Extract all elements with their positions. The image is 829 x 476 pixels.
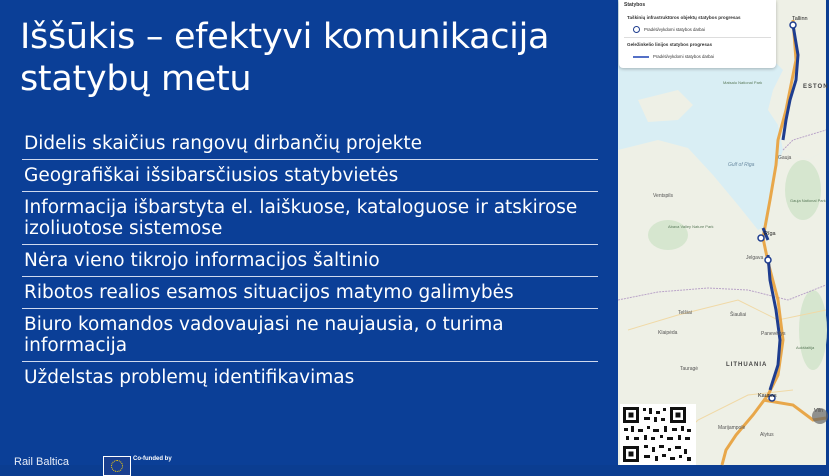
map-label-park: Abava Valley Nature Park — [668, 224, 714, 229]
map-label-klaipeda: Klaipėda — [658, 330, 678, 336]
map-label-alytus: Alytus — [760, 432, 774, 438]
map[interactable] — [618, 0, 829, 465]
footer — [0, 448, 618, 468]
legend-divider — [624, 37, 771, 38]
map-label-park: Matsalu National Park — [723, 80, 763, 85]
legend-item-line — [633, 54, 714, 59]
cofunded-label: Co-funded by — [133, 456, 172, 462]
forest-area — [785, 160, 821, 220]
map-label-taurage: Tauragė — [680, 366, 699, 372]
legend-title: Statybos — [624, 2, 646, 8]
forest-area — [799, 290, 827, 370]
map-label-lithuania: LITHUANIA — [726, 362, 768, 368]
legend-section-points: Taškinių infrastruktūros objektų statybos progresas — [627, 15, 741, 20]
station-marker — [790, 22, 796, 28]
line-icon — [633, 56, 649, 58]
legend-item-points — [633, 26, 705, 33]
map-label-park: Aukštaitija — [796, 345, 815, 350]
bullet-item: Biuro komandos vadovaujasi ne naujausia, o turima informacija — [22, 309, 598, 362]
map-label-riga: Rīga — [764, 231, 776, 237]
map-label-tallinn: Tallinn — [792, 16, 808, 22]
map-label-panevezys: Panevėžys — [761, 331, 786, 337]
map-label-gauja: Gauja — [778, 155, 792, 161]
station-marker-icon — [633, 26, 640, 33]
bullet-item: Geografiškai išsibarsčiusios statybvietės — [22, 160, 598, 192]
map-control-button[interactable] — [812, 408, 828, 424]
bullet-list — [22, 128, 598, 393]
legend-item-label: Pradėti/vykdomi statybos darbai — [644, 27, 705, 32]
rail-baltica-logo: Rail Baltica — [14, 456, 70, 468]
bullet-item: Uždelstas problemų identifikavimas — [24, 367, 355, 388]
map-label-jelgava: Jelgava — [746, 255, 764, 261]
map-label-park: Gauja National Park — [790, 198, 826, 203]
map-label-siauliai: Šiauliai — [730, 312, 747, 318]
map-legend — [619, 0, 776, 68]
bullet-item: Didelis skaičius rangovų dirbančių projekte — [22, 128, 598, 160]
bullet-item: Nėra vieno tikrojo informacijos šaltinio — [22, 245, 598, 277]
map-label-telsiai: Telšiai — [678, 310, 692, 316]
legend-item-label: Pradėti/vykdomi statybos darbai — [653, 54, 714, 59]
map-label-ventspils: Ventspils — [653, 193, 674, 199]
eu-flag-icon — [103, 456, 131, 476]
map-label-estonia: ESTON — [803, 84, 829, 90]
map-label-gulf: Gulf of Riga — [728, 162, 755, 168]
qr-code[interactable] — [620, 404, 696, 465]
bullet-item: Ribotos realios esamos situacijos matymo galimybės — [22, 277, 598, 309]
qr-code-icon — [620, 404, 696, 465]
map-label-kaunas: Kaunas — [758, 393, 777, 399]
station-marker — [765, 257, 771, 263]
map-svg — [618, 0, 826, 465]
map-label-marijampole: Marijampolė — [718, 425, 746, 431]
slide-title: Iššūkis – efektyvi komunikacija statybų metu — [20, 17, 550, 99]
legend-section-line: Geležinkelio linijos statybos progresas — [627, 42, 713, 47]
bullet-item: Informacija išbarstyta el. laiškuose, kataloguose ir atskirose izoliuotose sistemose — [22, 192, 598, 245]
land-saaremaa — [638, 90, 693, 122]
